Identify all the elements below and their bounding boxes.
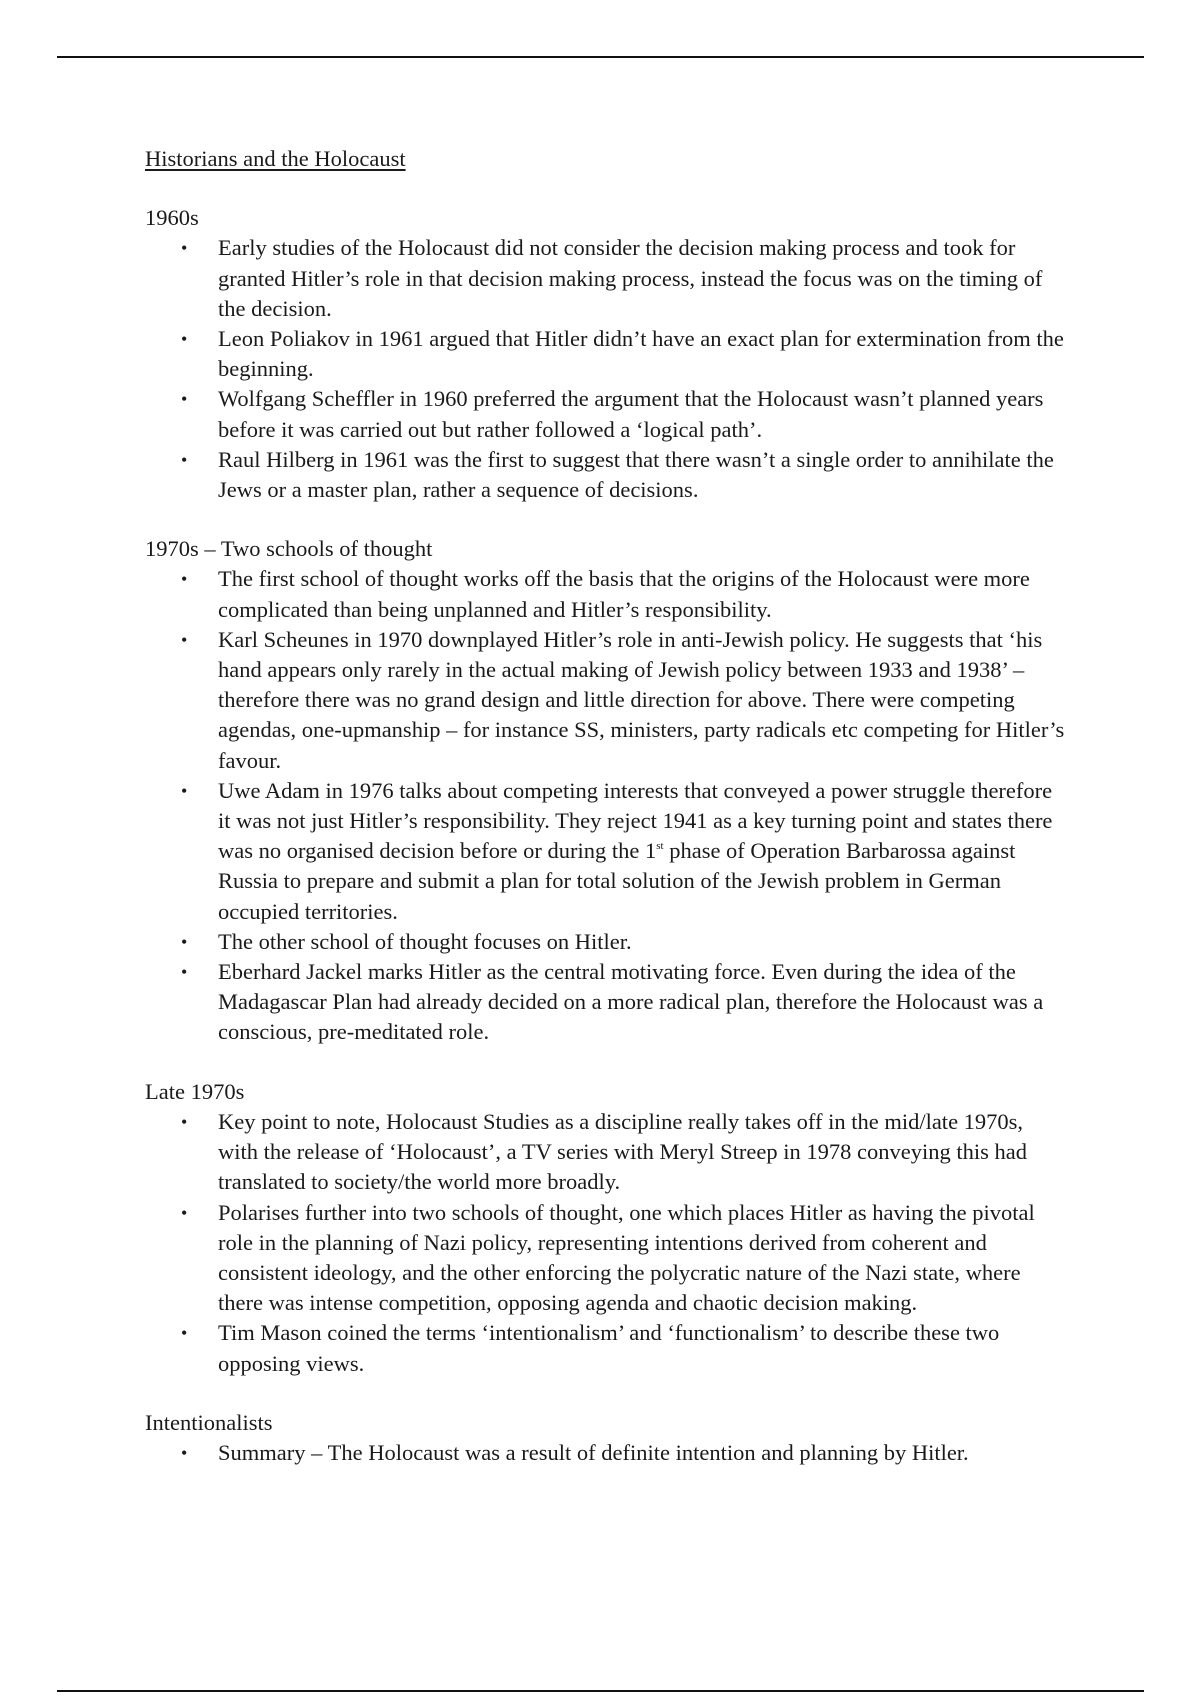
list-item: [181, 1318, 1065, 1378]
bullet-icon: •: [181, 449, 188, 470]
list-item-text: Leon Poliakov in 1961 argued that Hitler didn’t have an exact plan for extermination from the beginning.: [218, 326, 1064, 382]
list-item: [181, 957, 1065, 1048]
list-item-text: Wolfgang Scheffler in 1960 preferred the argument that the Holocaust wasn’t planned years before it was carried out but rather followed a ‘logical path’.: [218, 386, 1044, 442]
bullet-icon: •: [181, 238, 188, 259]
list-item-text: Eberhard Jackel marks Hitler as the central motivating force. Even during the idea of the Madagascar Plan had already decided on a more radical plan, therefore the Holocaust was a conscious, pre-meditated role.: [218, 959, 1044, 1045]
list-item: [181, 927, 1065, 957]
section-late-1970s: [145, 1077, 1065, 1379]
section-1960s: [145, 203, 1065, 505]
list-item: [181, 625, 1065, 776]
bullet-icon: •: [181, 629, 188, 650]
section-intentionalists: [145, 1408, 1065, 1468]
list-item-text-before-superscript: Uwe Adam in 1976 talks about competing interests that conveyed a power struggle therefore it was not just Hitler’s responsibility. They reject 1941 as a key turning point and states there was no organised decision before or during the 1: [218, 777, 1053, 864]
list-item-text: Tim Mason coined the terms ‘intentionalism’ and ‘functionalism’ to describe these two opposing views.: [218, 1320, 1000, 1376]
list-item: [181, 564, 1065, 624]
list-item-text: Raul Hilberg in 1961 was the first to suggest that there wasn’t a single order to annihilate the Jews or a master plan, rather a sequence of decisions.: [218, 446, 1054, 503]
section-heading: 1970s – Two schools of thought: [145, 536, 433, 562]
list-item: [181, 1198, 1065, 1319]
bullet-icon: •: [181, 569, 188, 590]
bullet-icon: •: [181, 1111, 188, 1132]
bullet-icon: •: [181, 931, 188, 952]
bullet-icon: •: [181, 1202, 188, 1223]
section-1970s: [145, 534, 1065, 1047]
ordinal-superscript: st: [656, 840, 664, 853]
bullet-icon: •: [181, 329, 188, 350]
list-item: [181, 384, 1065, 444]
bullet-icon: •: [181, 962, 188, 983]
list-item: [181, 1107, 1065, 1198]
list-item-text: Summary – The Holocaust was a result of definite intention and planning by Hitler.: [218, 1439, 969, 1465]
section-heading: 1960s: [145, 205, 199, 231]
bullet-list: [145, 1107, 1065, 1379]
bullet-icon: •: [181, 1442, 188, 1463]
document-title: Historians and the Holocaust: [145, 146, 406, 171]
bullet-list: [145, 233, 1065, 505]
list-item-text: Key point to note, Holocaust Studies as a discipline really takes off in the mid/late 1970s, with the release of ‘Holocaust’, a TV series with Meryl Streep in 1978 conveying this had translated to society/the world more broadly.: [218, 1108, 1027, 1195]
page-header-rule: [57, 56, 1144, 58]
bullet-list: [145, 564, 1065, 1047]
section-heading: Late 1970s: [145, 1078, 245, 1104]
list-item-text-after-superscript: phase of Operation Barbarossa against Russia to prepare and submit a plan for total solution of the Jewish problem in German occupied territories.: [218, 838, 1016, 924]
list-item-text: The other school of thought focuses on Hitler.: [218, 928, 632, 954]
document-page: [145, 144, 1065, 1497]
page-footer-rule: [57, 1690, 1144, 1692]
list-item: [181, 233, 1065, 324]
bullet-icon: •: [181, 389, 188, 410]
list-item: [181, 324, 1065, 384]
list-item-text: Early studies of the Holocaust did not consider the decision making process and took for granted Hitler’s role in that decision making process, instead the focus was on the timing of the decision.: [218, 235, 1043, 321]
bullet-list: [145, 1438, 1065, 1468]
list-item-text: Karl Scheunes in 1970 downplayed Hitler’s role in anti-Jewish policy. He suggests that ‘his hand appears only rarely in the actual making of Jewish policy between 1933 and 1938’ – therefore there was no grand design and little direction for above. There were competing agendas, one-upmanship – for instance SS, ministers, party radicals etc competing for Hitler’s favour.: [218, 626, 1065, 773]
list-item: [181, 776, 1065, 927]
list-item-text: The first school of thought works off the basis that the origins of the Holocaust were more complicated than being unplanned and Hitler’s responsibility.: [218, 566, 1030, 622]
list-item: [181, 445, 1065, 505]
section-heading: Intentionalists: [145, 1409, 273, 1435]
bullet-icon: •: [181, 1323, 188, 1344]
list-item: [181, 1438, 1065, 1468]
bullet-icon: •: [181, 780, 188, 801]
list-item-text: Polarises further into two schools of thought, one which places Hitler as having the pivotal role in the planning of Nazi policy, representing intentions derived from coherent and consistent ideology, and the other enforcing the polycratic nature of the Nazi state, where there was intense competition, opposing agenda and chaotic decision making.: [218, 1199, 1035, 1316]
